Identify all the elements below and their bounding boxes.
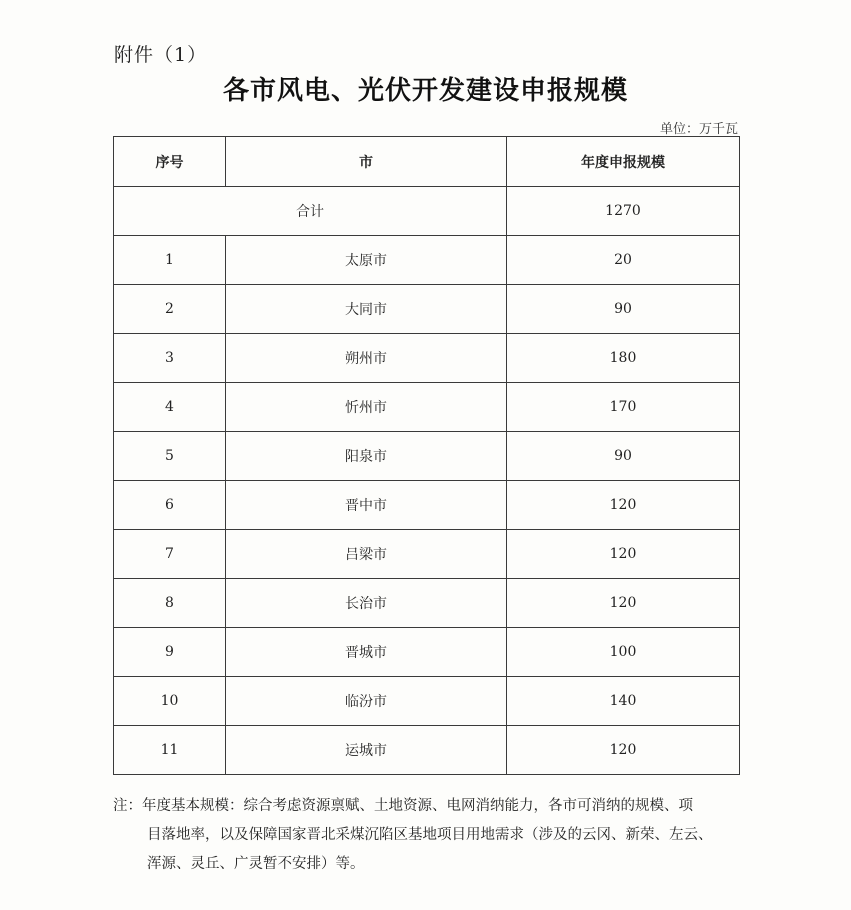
- row-city: 临汾市: [226, 677, 507, 726]
- row-city: 阳泉市: [226, 432, 507, 481]
- total-value: 1270: [507, 187, 740, 236]
- row-no: 1: [114, 236, 226, 285]
- footnote: [113, 792, 753, 879]
- row-value: 20: [507, 236, 740, 285]
- row-no: 5: [114, 432, 226, 481]
- row-value: 100: [507, 628, 740, 677]
- footnote-line: 注：年度基本规模：综合考虑资源禀赋、土地资源、电网消纳能力，各市可消纳的规模、项: [113, 798, 693, 814]
- column-header-no: 序号: [114, 137, 226, 187]
- row-no: 3: [114, 334, 226, 383]
- row-no: 9: [114, 628, 226, 677]
- table-header-row: [114, 137, 740, 187]
- table-row: [114, 481, 740, 530]
- row-city: 忻州市: [226, 383, 507, 432]
- row-value: 90: [507, 432, 740, 481]
- row-value: 140: [507, 677, 740, 726]
- row-city: 朔州市: [226, 334, 507, 383]
- scale-table: [113, 136, 740, 775]
- row-no: 8: [114, 579, 226, 628]
- row-city: 长治市: [226, 579, 507, 628]
- row-value: 180: [507, 334, 740, 383]
- table-row: [114, 432, 740, 481]
- table-row: [114, 334, 740, 383]
- row-value: 120: [507, 530, 740, 579]
- row-no: 7: [114, 530, 226, 579]
- row-value: 90: [507, 285, 740, 334]
- footnote-line: 目落地率，以及保障国家晋北采煤沉陷区基地项目用地需求（涉及的云冈、新荣、左云、: [147, 827, 713, 843]
- footnote-line: 浑源、灵丘、广灵暂不安排）等。: [147, 856, 365, 872]
- table-row: [114, 579, 740, 628]
- column-header-scale: 年度申报规模: [507, 137, 740, 187]
- unit-label: 单位：万千瓦: [659, 122, 738, 137]
- row-city: 太原市: [226, 236, 507, 285]
- row-value: 120: [507, 481, 740, 530]
- row-no: 2: [114, 285, 226, 334]
- table-row: [114, 628, 740, 677]
- row-city: 运城市: [226, 726, 507, 775]
- table-row: [114, 530, 740, 579]
- row-value: 170: [507, 383, 740, 432]
- total-row: [114, 187, 740, 236]
- table-row: [114, 236, 740, 285]
- row-value: 120: [507, 579, 740, 628]
- row-no: 4: [114, 383, 226, 432]
- total-label: 合计: [114, 187, 507, 236]
- attachment-label: 附件（1）: [114, 44, 208, 66]
- column-header-city: 市: [226, 137, 507, 187]
- row-no: 10: [114, 677, 226, 726]
- table-row: [114, 677, 740, 726]
- row-city: 大同市: [226, 285, 507, 334]
- table-row: [114, 383, 740, 432]
- table-row: [114, 285, 740, 334]
- row-city: 吕梁市: [226, 530, 507, 579]
- row-city: 晋城市: [226, 628, 507, 677]
- row-no: 11: [114, 726, 226, 775]
- row-no: 6: [114, 481, 226, 530]
- document-title: 各市风电、光伏开发建设申报规模: [222, 76, 628, 106]
- table-row: [114, 726, 740, 775]
- row-city: 晋中市: [226, 481, 507, 530]
- row-value: 120: [507, 726, 740, 775]
